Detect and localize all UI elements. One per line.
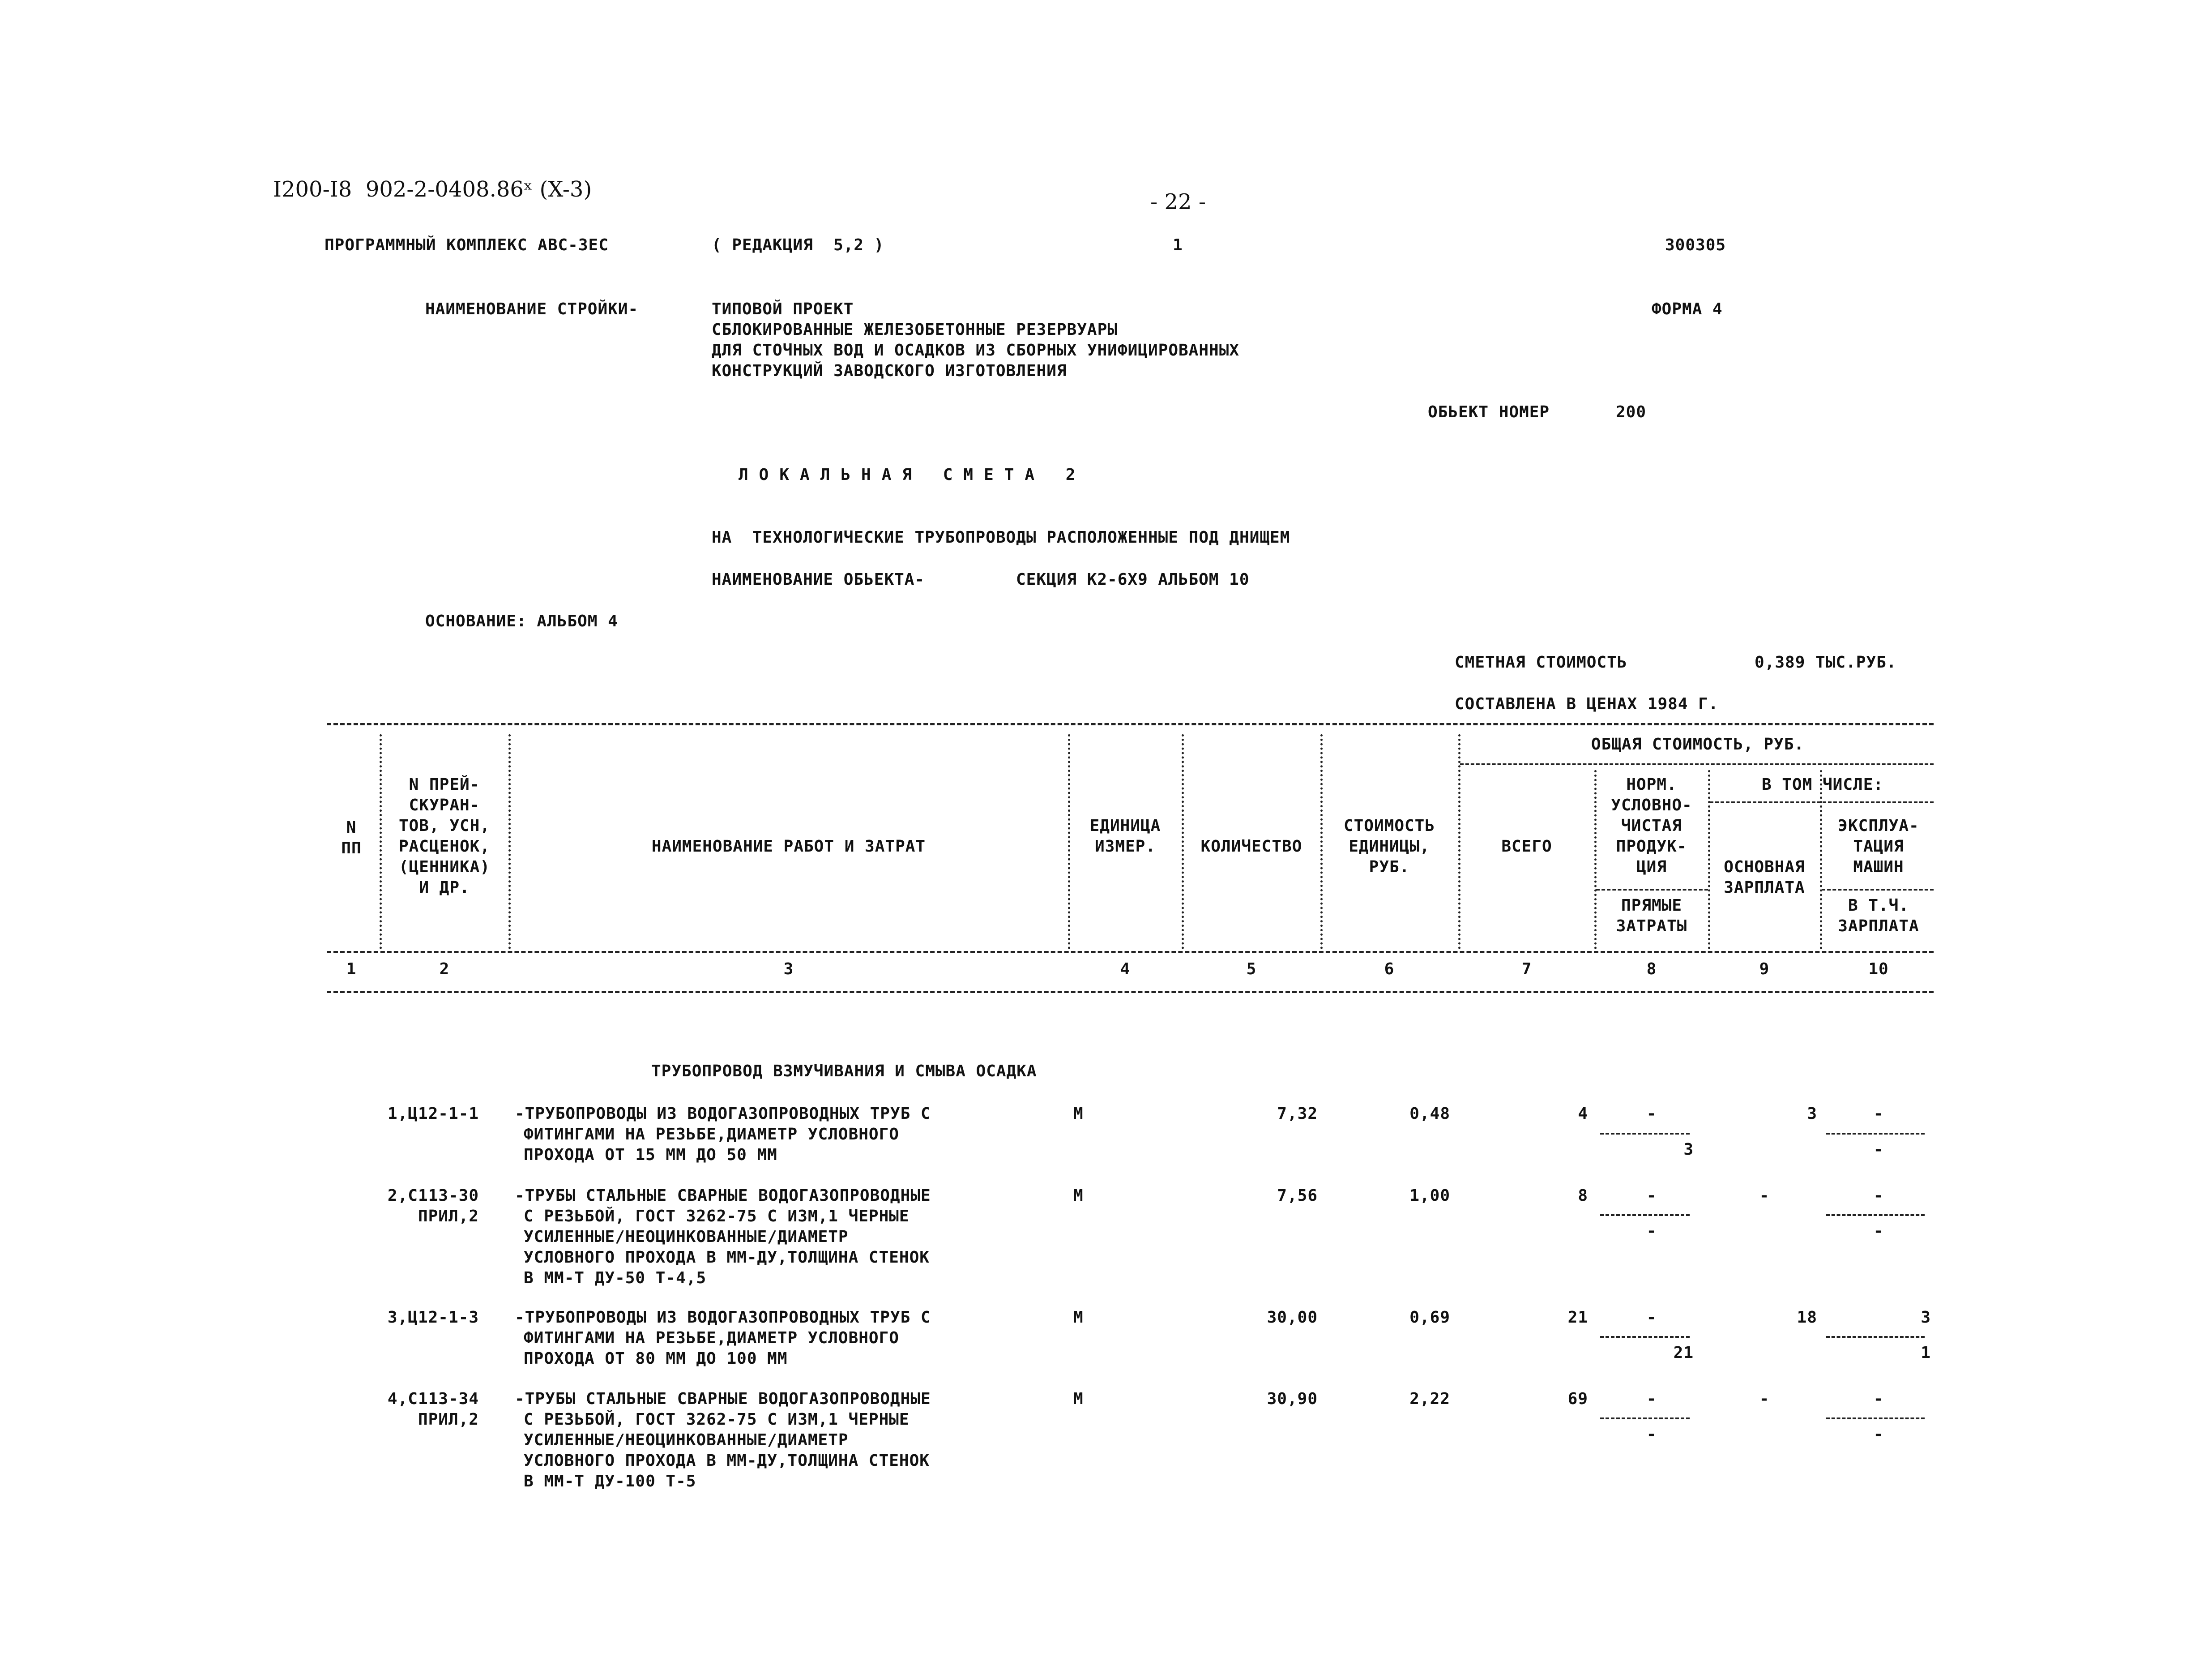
row-total: 8 <box>1578 1186 1588 1205</box>
prices-note: СОСТАВЛЕНА В ЦЕНАХ 1984 Г. <box>1455 695 1719 713</box>
header-direct: ЗАТРАТЫ <box>1616 917 1687 935</box>
row-unit-cost: 0,69 <box>1409 1308 1450 1327</box>
row-machines: - <box>1873 1186 1884 1205</box>
header-norm: УСЛОВНО- <box>1611 796 1692 814</box>
row-code: 3,Ц12-1-3 <box>387 1308 479 1327</box>
row-name: -ТРУБЫ СТАЛЬНЫЕ СВАРНЫЕ ВОДОГАЗОПРОВОДНЫЕ <box>515 1186 931 1205</box>
header-salary: ЗАРПЛАТА <box>1724 878 1805 897</box>
header-code: N ПРЕЙ- <box>409 775 480 794</box>
row-direct: - <box>1646 1222 1657 1240</box>
row-name: С РЕЗЬБОЙ, ГОСТ 3262-75 С ИЗМ,1 ЧЕРНЫЕ <box>524 1410 910 1429</box>
header-direct: ПРЯМЫЕ <box>1621 896 1682 915</box>
object-number: 200 <box>1616 403 1647 421</box>
header-norm: ЦИЯ <box>1636 858 1667 876</box>
row-unit: М <box>1073 1308 1084 1327</box>
project-name-line: СБЛОКИРОВАННЫЕ ЖЕЛЕЗОБЕТОННЫЕ РЕЗЕРВУАРЫ <box>712 321 1118 339</box>
column-separator <box>1594 770 1597 949</box>
row-quantity: 30,90 <box>1267 1390 1318 1408</box>
header-norm: НОРМ. <box>1626 775 1677 794</box>
row-unit-cost: 0,48 <box>1409 1105 1450 1123</box>
row-name: УСЛОВНОГО ПРОХОДА В ММ-ДУ,ТОЛЩИНА СТЕНОК <box>524 1248 930 1267</box>
column-number: 5 <box>1246 960 1257 978</box>
machines-rule <box>1822 889 1934 891</box>
column-separator <box>1068 734 1070 949</box>
row-norm: - <box>1646 1390 1657 1408</box>
row-quantity: 30,00 <box>1267 1308 1318 1327</box>
row-total: 69 <box>1567 1390 1588 1408</box>
row-norm: - <box>1646 1308 1657 1327</box>
row-unit: М <box>1073 1390 1084 1408</box>
row-divider <box>1600 1133 1690 1135</box>
row-name: УСЛОВНОГО ПРОХОДА В ММ-ДУ,ТОЛЩИНА СТЕНОК <box>524 1452 930 1470</box>
header-bottom-rule <box>327 951 1934 953</box>
total-group-rule <box>1460 763 1934 765</box>
row-divider <box>1826 1336 1925 1338</box>
header-code: (ЦЕННИКА) <box>398 858 491 876</box>
including-rule <box>1710 801 1934 803</box>
row-quantity: 7,32 <box>1277 1105 1318 1123</box>
row-machines-salary: - <box>1873 1140 1884 1159</box>
header-quantity: КОЛИЧЕСТВО <box>1200 837 1302 856</box>
column-number: 4 <box>1120 960 1131 978</box>
column-number: 1 <box>346 960 357 978</box>
row-name: -ТРУБОПРОВОДЫ ИЗ ВОДОГАЗОПРОВОДНЫХ ТРУБ С <box>515 1105 931 1123</box>
header-code: И ДР. <box>419 878 470 897</box>
row-direct: - <box>1646 1425 1657 1443</box>
row-divider <box>1600 1417 1690 1419</box>
row-name: ФИТИНГАМИ НА РЕЗЬБЕ,ДИАМЕТР УСЛОВНОГО <box>524 1329 899 1347</box>
row-name: ПРОХОДА ОТ 15 ММ ДО 50 ММ <box>524 1146 777 1164</box>
header-including: В ТОМ ЧИСЛЕ: <box>1761 775 1884 794</box>
header-code: ТОВ, УСН, <box>398 817 491 835</box>
row-name: ПРОХОДА ОТ 80 ММ ДО 100 ММ <box>524 1349 788 1368</box>
header-n: N <box>346 818 357 837</box>
estimate-subject: НА ТЕХНОЛОГИЧЕСКИЕ ТРУБОПРОВОДЫ РАСПОЛОЖЕННЫЕ ПОД ДНИЩЕМ <box>712 528 1290 547</box>
row-unit-cost: 1,00 <box>1409 1186 1450 1205</box>
column-number: 10 <box>1868 960 1889 978</box>
row-total: 4 <box>1578 1105 1588 1123</box>
page-number: - 22 - <box>1150 189 1206 214</box>
column-separator <box>1320 734 1323 949</box>
row-code: ПРИЛ,2 <box>418 1410 479 1429</box>
project-name-label: НАИМЕНОВАНИЕ СТРОЙКИ- <box>425 300 639 318</box>
row-salary: 18 <box>1797 1308 1817 1327</box>
document-code: I200-I8 902-2-0408.86ˣ (X-3) <box>273 177 592 202</box>
document-number: 300305 <box>1665 236 1726 254</box>
row-machines-salary: 1 <box>1921 1344 1931 1362</box>
row-name: -ТРУБОПРОВОДЫ ИЗ ВОДОГАЗОПРОВОДНЫХ ТРУБ С <box>515 1308 931 1327</box>
row-name: ФИТИНГАМИ НА РЕЗЬБЕ,ДИАМЕТР УСЛОВНОГО <box>524 1125 899 1143</box>
header-code: РАСЦЕНОК, <box>398 837 491 856</box>
row-name: В ММ-Т ДУ-50 Т-4,5 <box>524 1269 707 1287</box>
column-separator <box>1708 770 1710 949</box>
header-n: ПП <box>341 839 362 857</box>
header-unit: ЕДИНИЦА <box>1089 817 1161 835</box>
row-name: В ММ-Т ДУ-100 Т-5 <box>524 1472 696 1490</box>
row-divider <box>1600 1336 1690 1338</box>
row-name: УСИЛЕННЫЕ/НЕОЦИНКОВАННЫЕ/ДИАМЕТР <box>524 1228 849 1246</box>
row-name: -ТРУБЫ СТАЛЬНЫЕ СВАРНЫЕ ВОДОГАЗОПРОВОДНЫЕ <box>515 1390 931 1408</box>
column-number: 3 <box>783 960 794 978</box>
object-name: СЕКЦИЯ К2-6Х9 АЛЬБОМ 10 <box>1016 570 1250 589</box>
header-unit-cost: ЕДИНИЦЫ, <box>1349 837 1430 856</box>
header-unit-cost: РУБ. <box>1369 858 1410 876</box>
row-divider <box>1826 1214 1925 1216</box>
row-quantity: 7,56 <box>1277 1186 1318 1205</box>
header-unit-cost: СТОИМОСТЬ <box>1343 817 1435 835</box>
header-norm: ЧИСТАЯ <box>1621 817 1682 835</box>
row-machines-salary: - <box>1873 1425 1884 1443</box>
header-norm: ПРОДУК- <box>1616 837 1687 856</box>
column-separator <box>508 734 511 949</box>
basis: ОСНОВАНИЕ: АЛЬБОМ 4 <box>425 612 618 630</box>
sheet-number: 1 <box>1173 236 1183 254</box>
object-number-label: ОБЬЕКТ НОМЕР <box>1428 403 1550 421</box>
row-unit: М <box>1073 1186 1084 1205</box>
row-machines: - <box>1873 1105 1884 1123</box>
header-total: ВСЕГО <box>1501 837 1552 856</box>
column-separator <box>1458 734 1460 949</box>
column-number: 8 <box>1646 960 1657 978</box>
estimated-cost-value: 0,389 ТЫС.РУБ. <box>1755 653 1897 672</box>
header-salary: ОСНОВНАЯ <box>1724 858 1805 876</box>
form-number: ФОРМА 4 <box>1652 300 1723 318</box>
row-divider <box>1826 1133 1925 1135</box>
project-name-line: ДЛЯ СТОЧНЫХ ВОД И ОСАДКОВ ИЗ СБОРНЫХ УНИФИЦИРОВАННЫХ <box>712 341 1240 360</box>
header-machines-salary: В Т.Ч. <box>1848 896 1909 915</box>
row-salary: 3 <box>1807 1105 1817 1123</box>
row-divider <box>1826 1417 1925 1419</box>
section-title: ТРУБОПРОВОД ВЗМУЧИВАНИЯ И СМЫВА ОСАДКА <box>651 1062 1037 1080</box>
row-name: УСИЛЕННЫЕ/НЕОЦИНКОВАННЫЕ/ДИАМЕТР <box>524 1431 849 1449</box>
row-norm: - <box>1646 1186 1657 1205</box>
column-number: 9 <box>1759 960 1770 978</box>
row-direct: 21 <box>1673 1344 1694 1362</box>
row-code: ПРИЛ,2 <box>418 1207 479 1225</box>
header-machines: МАШИН <box>1853 858 1904 876</box>
row-code: 2,С113-30 <box>387 1186 479 1205</box>
header-machines-salary: ЗАРПЛАТА <box>1838 917 1919 935</box>
row-name: С РЕЗЬБОЙ, ГОСТ 3262-75 С ИЗМ,1 ЧЕРНЫЕ <box>524 1207 910 1225</box>
header-total-group: ОБЩАЯ СТОИМОСТЬ, РУБ. <box>1591 735 1805 754</box>
column-separator <box>1182 734 1184 949</box>
project-name-line: КОНСТРУКЦИЙ ЗАВОДСКОГО ИЗГОТОВЛЕНИЯ <box>712 362 1067 380</box>
column-separator <box>1820 770 1822 949</box>
program-edition: ( РЕДАКЦИЯ 5,2 ) <box>712 236 884 254</box>
estimate-title: ЛОКАЛЬНАЯ СМЕТА 2 <box>739 466 1086 484</box>
row-unit: М <box>1073 1105 1084 1123</box>
row-code: 4,С113-34 <box>387 1390 479 1408</box>
header-machines: ЭКСПЛУА- <box>1838 817 1919 835</box>
row-machines-salary: - <box>1873 1222 1884 1240</box>
column-number: 2 <box>439 960 450 978</box>
column-number: 7 <box>1521 960 1532 978</box>
header-machines: ТАЦИЯ <box>1853 837 1904 856</box>
header-name: НАИМЕНОВАНИЕ РАБОТ И ЗАТРАТ <box>651 837 926 856</box>
estimated-cost-label: СМЕТНАЯ СТОИМОСТЬ <box>1455 653 1627 672</box>
program-name: ПРОГРАММНЫЙ КОМПЛЕКС АВС-ЗЕС <box>325 236 609 254</box>
header-code: СКУРАН- <box>409 796 480 814</box>
object-name-label: НАИМЕНОВАНИЕ ОБЬЕКТА- <box>712 570 925 589</box>
row-machines: 3 <box>1921 1308 1931 1327</box>
column-separator <box>380 734 382 949</box>
row-code: 1,Ц12-1-1 <box>387 1105 479 1123</box>
column-numbers-rule <box>327 991 1934 993</box>
row-salary: - <box>1759 1186 1770 1205</box>
row-total: 21 <box>1567 1308 1588 1327</box>
project-name-line: ТИПОВОЙ ПРОЕКТ <box>712 300 854 318</box>
norm-direct-rule <box>1596 889 1708 891</box>
row-norm: - <box>1646 1105 1657 1123</box>
table-top-rule <box>327 723 1934 725</box>
header-unit: ИЗМЕР. <box>1094 837 1156 856</box>
row-machines: - <box>1873 1390 1884 1408</box>
column-number: 6 <box>1384 960 1395 978</box>
row-salary: - <box>1759 1390 1770 1408</box>
row-divider <box>1600 1214 1690 1216</box>
row-unit-cost: 2,22 <box>1409 1390 1450 1408</box>
row-direct: 3 <box>1683 1140 1694 1159</box>
